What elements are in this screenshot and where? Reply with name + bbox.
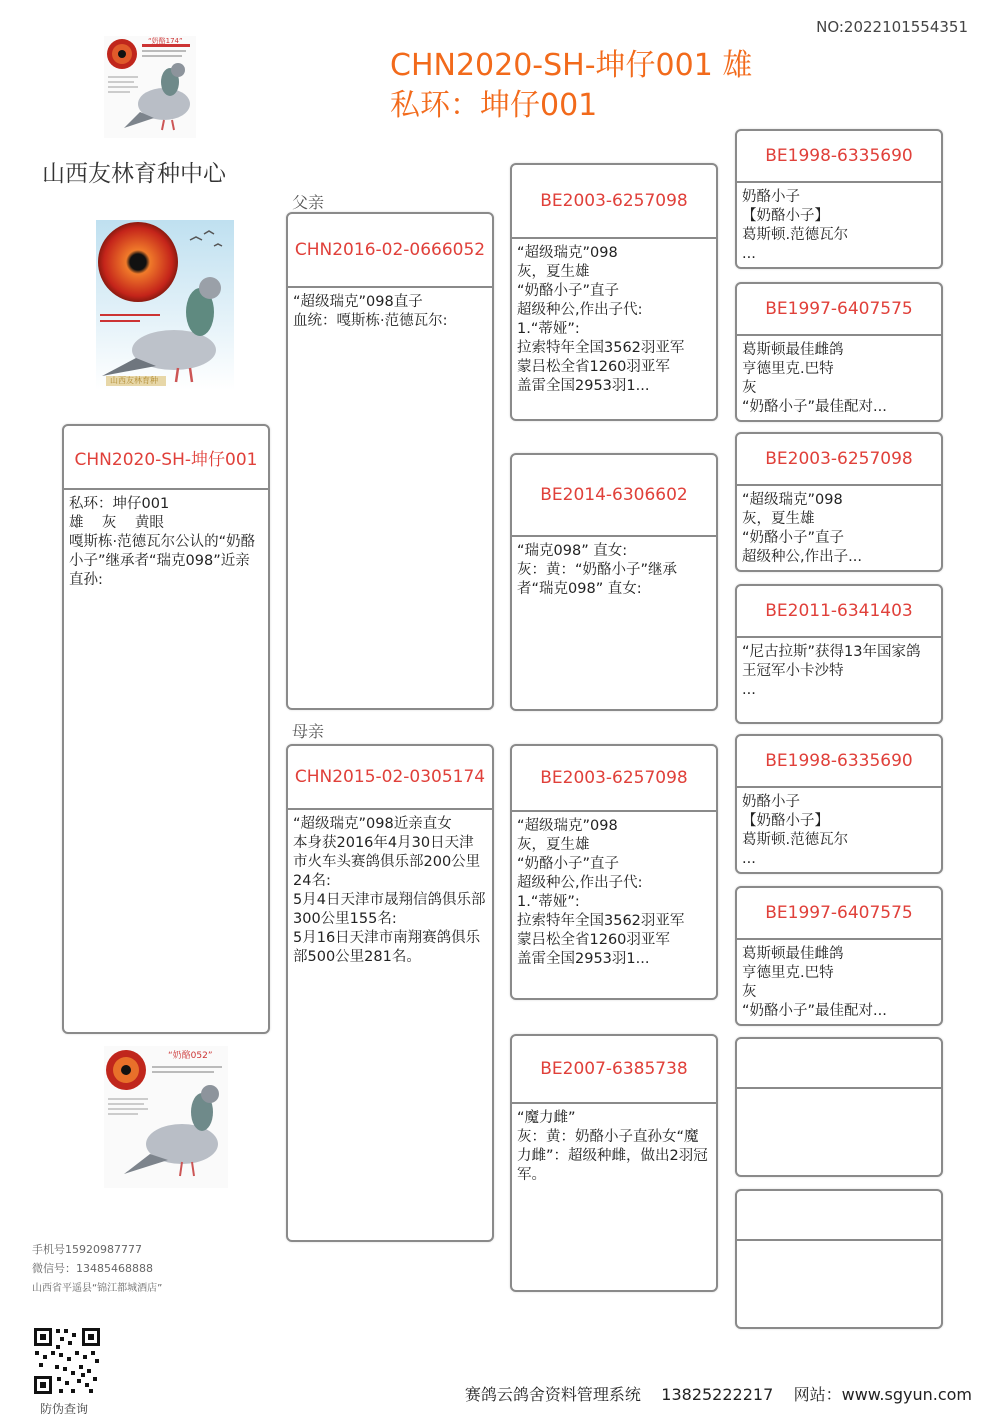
subject-card: [62, 424, 270, 1034]
website-link[interactable]: www.sgyun.com: [841, 1385, 972, 1404]
great-grandparent-details: 葛斯顿最佳雌鸽 亨德里克.巴特 灰 “奶酪小子”最佳配对...: [742, 342, 887, 415]
great-grandparent-ring: BE2011-6341403: [737, 586, 941, 638]
great-grandparent-details: [737, 1241, 941, 1246]
great-grandparent-card: [735, 129, 943, 269]
great-grandparent-details: “尼古拉斯”获得13年国家鸽 王冠军小卡沙特 ...: [742, 644, 921, 698]
great-grandparent-ring: BE1998-6335690: [737, 736, 941, 788]
website-label: 网站：: [793, 1385, 842, 1404]
certificate-number: NO:2022101554351: [816, 18, 968, 36]
mother-details: “超级瑞克”098近亲直女 本身获2016年4月30日天津市火车头赛鸽俱乐部200公里24名: 5月4日天津市晟翔信鸽俱乐部300公里155名: 5月16日天津市南翔赛鸽俱乐部500公里281名。: [293, 816, 486, 965]
maternal-grandmother-details: “魔力雌” 灰：黄：奶酪小子直孙女“魔力雌”：超级种雌，做出2羽冠军。: [517, 1110, 708, 1183]
great-grandparent-details: [737, 1089, 941, 1094]
great-grandparent-ring: BE1997-6407575: [737, 888, 941, 940]
paternal-grandmother-details: “瑞克098” 直女: 灰：黄：“奶酪小子”继承者“瑞克098” 直女:: [517, 543, 678, 597]
paternal-grandfather-details: “超级瑞克”098 灰，夏生雄 “奶酪小子”直子 超级种公,作出子代: 1.“蒂娅”: 拉索特年全国3562羽亚军 蒙吕松全省1260羽亚军 盖雷全国2953羽1...: [517, 245, 685, 394]
great-grandparent-ring: [737, 1039, 941, 1089]
great-grandparent-card: [735, 734, 943, 874]
pigeon-photo-bottom: [104, 1046, 228, 1188]
pigeon-photo-middle: [96, 220, 234, 390]
contact-address: 山西省平遥县“锦江都城酒店”: [32, 1283, 163, 1294]
father-card: [286, 212, 494, 710]
great-grandparent-ring: [737, 1191, 941, 1241]
pigeon-title: CHN2020-SH-坤仔001 雄: [390, 48, 753, 83]
organization-name: 山西友林育种中心: [42, 161, 226, 187]
great-grandparent-details: 葛斯顿最佳雌鸽 亨德里克.巴特 灰 “奶酪小子”最佳配对...: [742, 946, 887, 1019]
contact-phone: 手机号15920987777: [32, 1243, 142, 1256]
great-grandparent-card-empty: [735, 1189, 943, 1329]
great-grandparent-ring: BE1997-6407575: [737, 284, 941, 336]
father-ring: CHN2016-02-0666052: [288, 214, 492, 288]
paternal-grandmother-ring: BE2014-6306602: [512, 455, 716, 537]
paternal-grandmother-card: [510, 453, 718, 711]
father-details: “超级瑞克”098直子 血统：嘎斯栋·范德瓦尔:: [293, 294, 448, 329]
mother-ring: CHN2015-02-0305174: [288, 746, 492, 810]
maternal-grandmother-ring: BE2007-6385738: [512, 1036, 716, 1104]
great-grandparent-details: 奶酪小子 【奶酪小子】 葛斯顿.范德瓦尔 ...: [742, 189, 849, 262]
pigeon-photo-top: [104, 36, 196, 138]
great-grandparent-card: [735, 584, 943, 724]
private-ring-title: 私环：坤仔001: [390, 88, 598, 123]
contact-wechat: 微信号：13485468888: [32, 1262, 153, 1275]
great-grandparent-card: [735, 886, 943, 1026]
footer-bar: [465, 1382, 972, 1405]
paternal-grandfather-ring: BE2003-6257098: [512, 165, 716, 239]
great-grandparent-card: [735, 432, 943, 572]
great-grandparent-ring: BE1998-6335690: [737, 131, 941, 183]
photo-caption: “奶酪052”: [168, 1051, 213, 1061]
subject-details: 私环：坤仔001 雄 灰 黄眼 嘎斯栋·范德瓦尔公认的“奶酪小子”继承者“瑞克098”近亲直孙:: [69, 496, 256, 588]
qr-label: 防伪查询: [40, 1402, 89, 1416]
maternal-grandfather-ring: BE2003-6257098: [512, 746, 716, 812]
mother-label: 母亲: [292, 722, 325, 741]
system-name: 赛鸽云鸽舍资料管理系统: [464, 1385, 641, 1404]
maternal-grandfather-card: [510, 744, 718, 1000]
great-grandparent-card: [735, 282, 943, 422]
footer-phone: 13825222217: [661, 1385, 774, 1404]
mother-card: [286, 744, 494, 1242]
great-grandparent-card-empty: [735, 1037, 943, 1177]
photo-caption: “奶酪174”: [148, 37, 183, 45]
great-grandparent-ring: BE2003-6257098: [737, 434, 941, 486]
photo-caption: 山西友林育种: [110, 376, 158, 385]
maternal-grandmother-card: [510, 1034, 718, 1292]
qr-code[interactable]: [32, 1326, 102, 1396]
maternal-grandfather-details: “超级瑞克”098 灰，夏生雄 “奶酪小子”直子 超级种公,作出子代: 1.“蒂娅”: 拉索特年全国3562羽亚军 蒙吕松全省1260羽亚军 盖雷全国2953羽1...: [517, 818, 685, 967]
subject-ring: CHN2020-SH-坤仔001: [64, 426, 268, 490]
great-grandparent-details: 奶酪小子 【奶酪小子】 葛斯顿.范德瓦尔 ...: [742, 794, 849, 867]
father-label: 父亲: [292, 193, 325, 212]
paternal-grandfather-card: [510, 163, 718, 421]
great-grandparent-details: “超级瑞克”098 灰，夏生雄 “奶酪小子”直子 超级种公,作出子...: [742, 492, 862, 565]
